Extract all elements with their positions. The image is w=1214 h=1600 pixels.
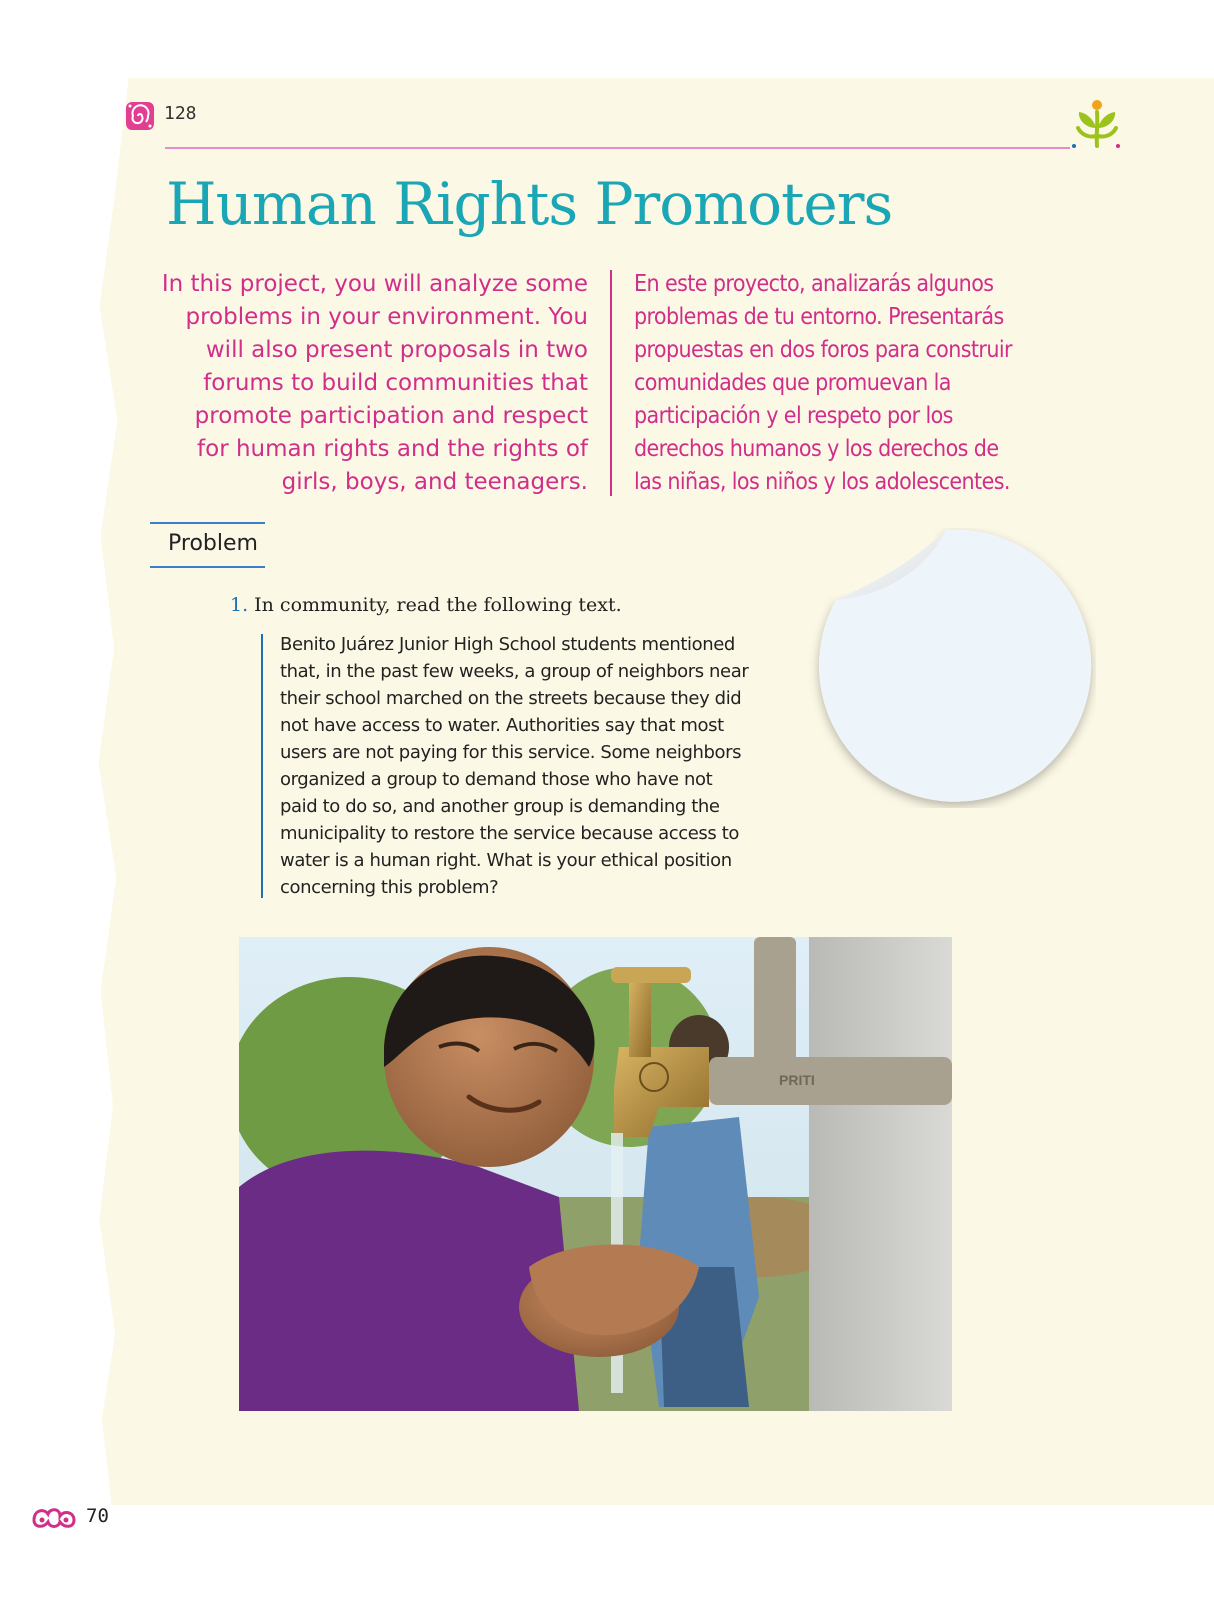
intro-english-line: will also present proposals in two xyxy=(205,337,588,363)
footer-page-number: 70 xyxy=(86,1505,109,1527)
intro-english-line: for human rights and the rights of xyxy=(197,436,588,462)
passage-line: municipality to restore the service because access to xyxy=(280,823,739,844)
intro-spanish-line: problemas de tu entorno. Presentarás xyxy=(634,304,1004,330)
top-page-number: 128 xyxy=(164,103,197,124)
flower-sprout-icon xyxy=(1072,98,1122,150)
intro-english-line: forums to build communities that xyxy=(203,370,588,396)
intro-spanish-line: comunidades que promuevan la xyxy=(634,370,951,396)
activity-instruction xyxy=(230,594,622,616)
intro-english-line: girls, boys, and teenagers. xyxy=(281,469,588,495)
passage-line: users are not paying for this service. Some neighbors xyxy=(280,742,742,763)
activity-number: 1. xyxy=(230,594,249,616)
section-rule-bottom xyxy=(150,566,265,568)
intro-english-line: problems in your environment. You xyxy=(185,304,588,330)
passage-line: their school marched on the streets because they did xyxy=(280,688,742,709)
intro-spanish-line: En este proyecto, analizarás algunos xyxy=(634,271,994,297)
sticker-circle xyxy=(806,528,1096,808)
passage-line: water is a human right. What is your ethical position xyxy=(280,850,732,871)
spiral-glyph-icon xyxy=(125,101,155,131)
section-rule-top xyxy=(150,522,265,524)
section-heading xyxy=(150,522,265,570)
intro-divider xyxy=(610,270,612,496)
intro-spanish-line: participación y el respeto por los xyxy=(634,403,953,429)
header-rule xyxy=(165,147,1070,149)
passage-line: paid to do so, and another group is demanding the xyxy=(280,796,720,817)
faucet-brand-label: PRITI xyxy=(779,1072,815,1088)
passage-line: concerning this problem? xyxy=(280,877,499,898)
activity-instruction-text: In community, read the following text. xyxy=(254,594,622,616)
intro-spanish-line: derechos humanos y los derechos de xyxy=(634,436,999,462)
passage-line: Benito Juárez Junior High School students mentioned xyxy=(280,634,735,655)
intro-spanish-line: propuestas en dos foros para construir xyxy=(634,337,1012,363)
passage-bar xyxy=(261,634,263,898)
page-title: Human Rights Promoters xyxy=(166,170,893,238)
passage-line: not have access to water. Authorities say that most xyxy=(280,715,724,736)
intro-spanish xyxy=(634,268,1054,499)
section-label: Problem xyxy=(168,531,258,556)
intro-spanish-line: las niñas, los niños y los adolescentes. xyxy=(634,469,1010,495)
reading-passage xyxy=(280,631,785,901)
photo-boy-drinking-water xyxy=(239,937,952,1411)
decorative-glyph-icon xyxy=(30,1502,78,1532)
passage-line: that, in the past few weeks, a group of neighbors near xyxy=(280,661,749,682)
intro-english-line: In this project, you will analyze some xyxy=(161,271,588,297)
passage-line: organized a group to demand those who have not xyxy=(280,769,713,790)
intro-english-line: promote participation and respect xyxy=(194,403,588,429)
intro-english xyxy=(150,268,588,499)
